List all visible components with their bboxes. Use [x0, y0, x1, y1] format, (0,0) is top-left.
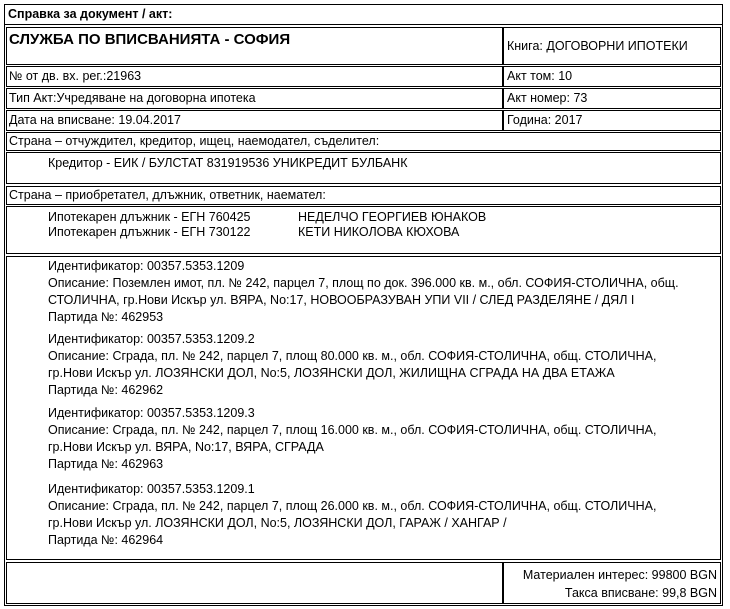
property-batch: Партида №: 462963 — [48, 457, 164, 471]
property-batch: Партида №: 462964 — [48, 533, 164, 547]
property-description-cont: СТОЛИЧНА, гр.Нови Искър ул. ВЯРА, No:17, НОВООБРАЗУВАН УПИ VII / СЛЕД РАЗДЕЛЯНЕ / ДЯЛ I — [48, 293, 635, 307]
entry-date: Дата на вписване: 19.04.2017 — [9, 113, 181, 127]
doc-header-label: Справка за документ / акт: — [8, 7, 173, 21]
volume: Акт том: 10 — [507, 69, 573, 83]
property-item — [48, 331, 656, 399]
registration-fee: Такса вписване: 99,8 BGN — [564, 586, 717, 600]
property-description: Описание: Сграда, пл. № 242, парцел 7, площ 26.000 кв. м., обл. СОФИЯ-СТОЛИЧНА, общ. СТОЛИЧНА, — [48, 499, 657, 513]
property-item — [48, 405, 656, 473]
property-item — [48, 258, 679, 326]
footer-left-cell — [6, 562, 503, 604]
material-interest: Материален интерес: 99800 BGN — [522, 568, 717, 582]
property-description-cont: гр.Нови Искър ул. ЛОЗЯНСКИ ДОЛ, No:5, ЛОЗЯНСКИ ДОЛ, ГАРАЖ / ХАНГАР / — [48, 516, 507, 530]
act-type: Тип Акт:Учредяване на договорна ипотека — [9, 91, 256, 105]
property-identifier: Идентификатор: 00357.5353.1209.2 — [48, 332, 255, 346]
property-identifier: Идентификатор: 00357.5353.1209.3 — [48, 406, 255, 420]
party1-heading: Страна – отчуждител, кредитор, ищец, наемодател, съделител: — [9, 134, 380, 148]
property-description-cont: гр.Нови Искър ул. ВЯРА, No:17, ВЯРА, СГРАДА — [48, 440, 324, 454]
property-batch: Партида №: 462953 — [48, 310, 164, 324]
creditor-entry: Кредитор - ЕИК / БУЛСТАТ 831919536 УНИКРЕДИТ БУЛБАНК — [48, 156, 408, 170]
party2-heading: Страна – приобретател, длъжник, ответник, наемател: — [9, 188, 326, 202]
property-description: Описание: Сграда, пл. № 242, парцел 7, площ 16.000 кв. м., обл. СОФИЯ-СТОЛИЧНА, общ. СТОЛИЧНА, — [48, 423, 657, 437]
debtor-1-name: НЕДЕЛЧО ГЕОРГИЕВ ЮНАКОВ — [298, 210, 487, 224]
property-description: Описание: Сграда, пл. № 242, парцел 7, площ 80.000 кв. м., обл. СОФИЯ-СТОЛИЧНА, общ. СТОЛИЧНА, — [48, 349, 657, 363]
property-batch: Партида №: 462962 — [48, 383, 164, 397]
debtor-2-name: КЕТИ НИКОЛОВА КЮХОВА — [298, 225, 460, 239]
debtor-1-role: Ипотекарен длъжник - ЕГН 760425 — [48, 210, 251, 224]
book-label: Книга: ДОГОВОРНИ ИПОТЕКИ — [507, 39, 688, 53]
property-identifier: Идентификатор: 00357.5353.1209 — [48, 259, 245, 273]
property-item — [48, 481, 656, 549]
property-identifier: Идентификатор: 00357.5353.1209.1 — [48, 482, 255, 496]
office-name: СЛУЖБА ПО ВПИСВАНИЯТА - СОФИЯ — [9, 31, 291, 48]
year: Година: 2017 — [507, 113, 583, 127]
property-description-cont: гр.Нови Искър ул. ЛОЗЯНСКИ ДОЛ, No:5, ЛОЗЯНСКИ ДОЛ, ЖИЛИЩНА СГРАДА НА ДВА ЕТАЖА — [48, 366, 615, 380]
property-description: Описание: Поземлен имот, пл. № 242, парцел 7, площ по док. 396.000 кв. м., обл. СОФИЯ-СТОЛИЧНА, общ. — [48, 276, 679, 290]
reg-no: № от дв. вх. рег.:21963 — [9, 69, 142, 83]
act-no: Акт номер: 73 — [507, 91, 588, 105]
debtor-2-role: Ипотекарен длъжник - ЕГН 730122 — [48, 225, 251, 239]
